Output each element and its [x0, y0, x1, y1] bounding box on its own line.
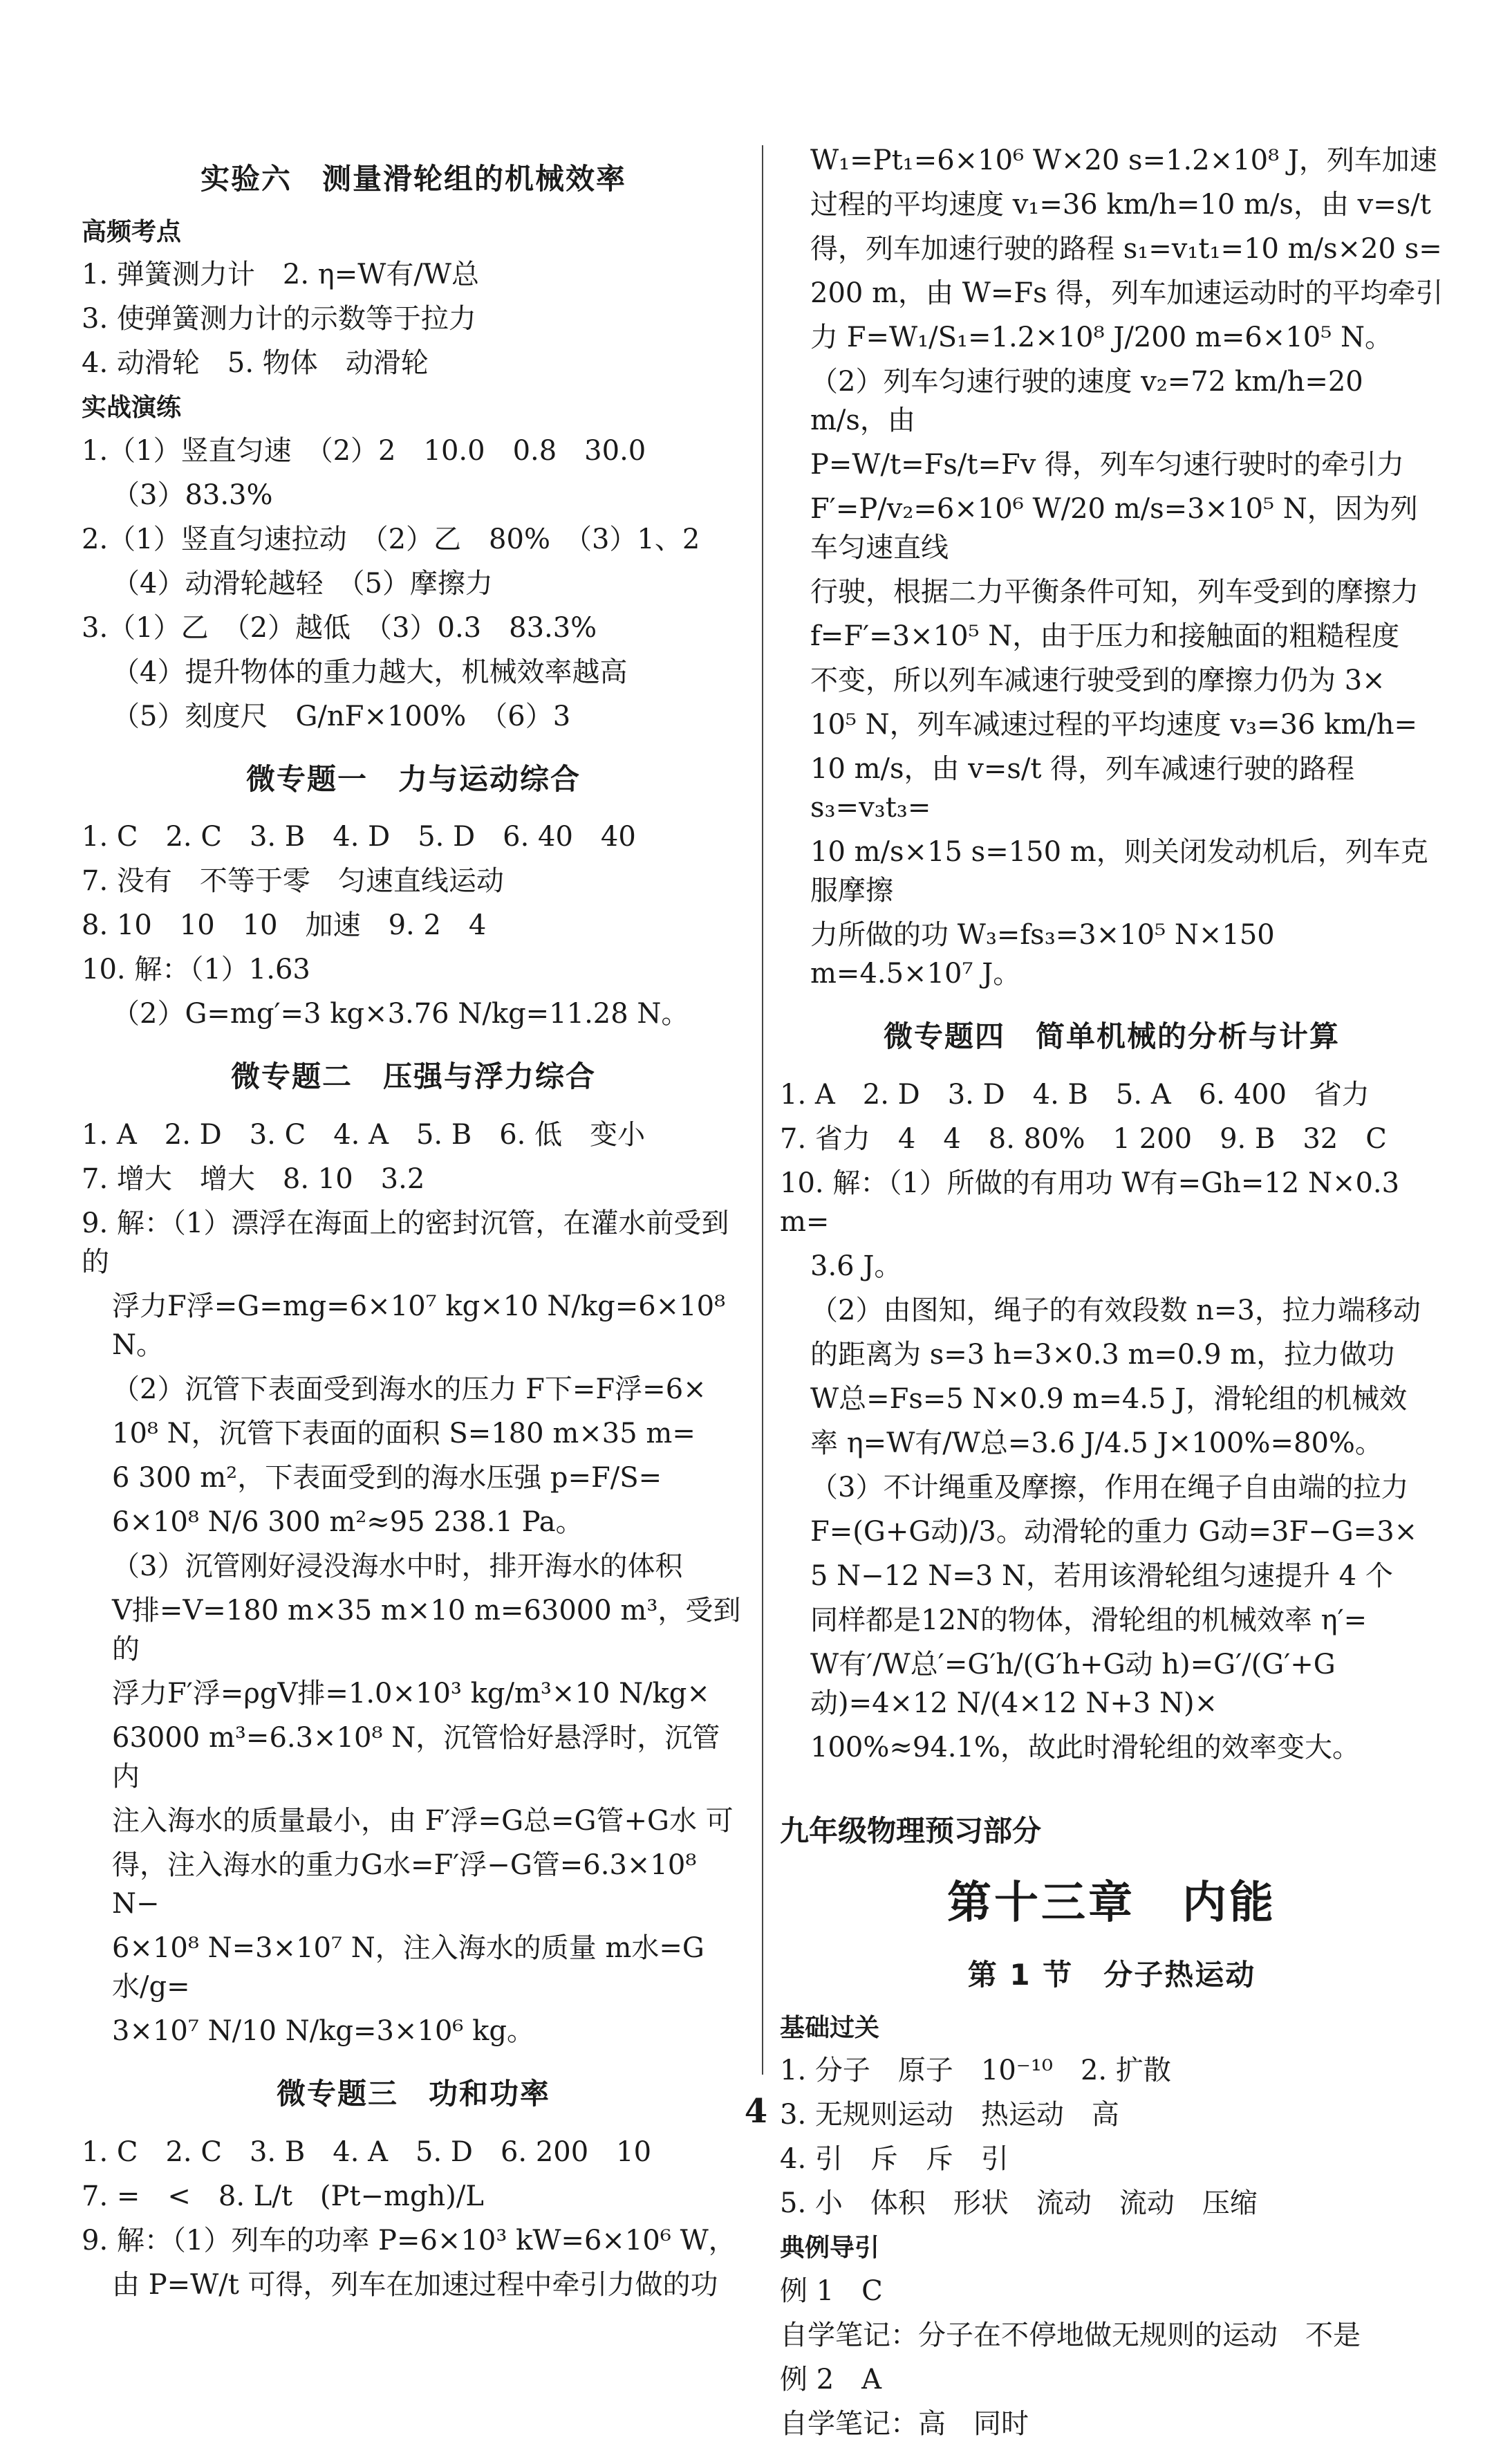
text-line: 同样都是12N的物体，滑轮组的机械效率 η′=: [810, 1604, 1368, 1636]
text-line: 得，注入海水的重力G水=F′浮−G管=6.3×10⁸ N−: [112, 1849, 706, 1920]
text-line: 率 η=W有/W总=3.6 J/4.5 J×100%=80%。: [810, 1427, 1383, 1459]
text-line: 7. 没有 不等于零 匀速直线运动: [82, 865, 504, 898]
text-line: 3. 无规则运动 热运动 高: [780, 2099, 1119, 2131]
sz-label: 实战演练: [82, 393, 182, 423]
text-line: 7. = < 8. L/t (Pt−mgh)/L: [82, 2180, 484, 2212]
text-line: 1.（1）竖直匀速 （2）2 10.0 0.8 30.0: [82, 434, 646, 467]
text-line: f=F′=3×10⁵ N，由于压力和接触面的粗糙程度: [810, 620, 1400, 652]
dl-lines: [780, 2269, 1444, 2446]
t4-lines: [780, 1073, 1444, 1770]
section-title: 第 1 节 分子热运动: [967, 1958, 1256, 1992]
text-line: 自学笔记：分子在不停地做无规则的运动 不是: [780, 2319, 1361, 2351]
text-line: 6 300 m²，下表面受到的海水压强 p=F/S=: [112, 1462, 662, 1494]
text-line: 4. 引 斥 斥 引: [780, 2143, 1009, 2176]
text-line: （4）动滑轮越轻 （5）摩擦力: [112, 567, 493, 600]
text-line: 100%≈94.1%，故此时滑轮组的效率变大。: [810, 1731, 1360, 1763]
text-line: （4）提升物体的重力越大，机械效率越高: [112, 656, 628, 688]
text-line: 10. 解：（1）所做的有用功 W有=Gh=12 N×0.3 m=: [780, 1167, 1408, 1238]
text-line: 7. 增大 增大 8. 10 3.2: [82, 1163, 425, 1196]
text-line: 1. C 2. C 3. B 4. A 5. D 6. 200 10: [82, 2135, 652, 2168]
text-line: 的距离为 s=3 h=3×0.3 m=0.9 m，拉力做功: [810, 1338, 1395, 1371]
text-line: 力 F=W₁/S₁=1.2×10⁸ J/200 m=6×10⁵ N。: [810, 322, 1392, 353]
part-title: 九年级物理预习部分: [780, 1813, 1042, 1848]
text-line: 10 m/s，由 v=s/t 得，列车减速行驶的路程 s₃=v₃t₃=: [810, 753, 1363, 824]
t1-lines: [82, 815, 745, 1036]
text-line: （2）沉管下表面受到海水的压力 F下=F浮=6×: [112, 1373, 707, 1406]
topic2-title: 微专题二 压强与浮力综合: [230, 1059, 596, 1094]
text-line: 1. C 2. C 3. B 4. D 5. D 6. 40 40: [82, 821, 636, 853]
text-line: F=(G+G动)/3。动滑轮的重力 G动=3F−G=3×: [810, 1515, 1418, 1548]
text-line: P=W/t=Fs/t=Fv 得，列车匀速行驶时的牵引力: [810, 449, 1405, 481]
topic4-title: 微专题四 简单机械的分析与计算: [883, 1019, 1340, 1053]
text-line: 例 1 C: [780, 2274, 883, 2307]
text-line: V排=V=180 m×35 m×10 m=63000 m³，受到的: [112, 1595, 741, 1666]
t2-lines: [82, 1113, 745, 2053]
text-line: W₁=Pt₁=6×10⁶ W×20 s=1.2×10⁸ J，列车加速: [810, 145, 1437, 176]
text-line: 200 m，由 W=Fs 得，列车加速运动时的平均牵引: [810, 277, 1444, 309]
jc-lines: [780, 2048, 1444, 2225]
text-line: 3.（1）乙 （2）越低 （3）0.3 83.3%: [82, 611, 597, 644]
text-line: 3.6 J。: [810, 1250, 902, 1282]
text-line: 1. A 2. D 3. C 4. A 5. B 6. 低 变小: [82, 1119, 646, 1151]
gp-label: 高频考点: [82, 217, 182, 246]
left-column: [82, 138, 745, 2307]
text-line: （5）刻度尺 G/nF×100% （6）3: [112, 700, 571, 732]
dl-label: 典例导引: [780, 2234, 880, 2263]
text-line: W有′/W总′=G′h/(G′h+G动 h)=G′/(G′+G动)=4×12 N/(4×12 N+3 N)×: [810, 1648, 1336, 1719]
text-line: （2）由图知，绳子的有效段数 n=3，拉力端移动: [810, 1294, 1421, 1326]
topic3-title: 微专题三 功和功率: [276, 2077, 550, 2111]
exp6-title: 实验六 测量滑轮组的机械效率: [200, 162, 626, 196]
text-line: F′=P/v₂=6×10⁶ W/20 m/s=3×10⁵ N，因为列车匀速直线: [810, 493, 1418, 564]
text-line: 得，列车加速行驶的路程 s₁=v₁t₁=10 m/s×20 s=: [810, 233, 1442, 265]
text-line: 浮力F浮=G=mg=6×10⁷ kg×10 N/kg=6×10⁸ N。: [112, 1290, 734, 1362]
gp-lines: [82, 252, 745, 385]
text-line: 浮力F′浮=ρgV排=1.0×10³ kg/m³×10 N/kg×: [112, 1678, 710, 1710]
text-line: （3）不计绳重及摩擦，作用在绳子自由端的拉力: [810, 1471, 1409, 1503]
text-line: 3. 使弹簧测力计的示数等于拉力: [82, 303, 476, 335]
text-line: 63000 m³=6.3×10⁸ N，沉管恰好悬浮时，沉管内: [112, 1722, 720, 1793]
text-line: 不变，所以列车减速行驶受到的摩擦力仍为 3×: [810, 665, 1385, 696]
text-line: 9. 解：（1）漂浮在海面上的密封沉管，在灌水前受到的: [82, 1207, 729, 1279]
topic1-title: 微专题一 力与运动综合: [245, 761, 581, 796]
text-line: （2）G=mg′=3 kg×3.76 N/kg=11.28 N。: [112, 998, 689, 1030]
text-line: 行驶，根据二力平衡条件可知，列车受到的摩擦力: [810, 576, 1419, 608]
text-line: 1. A 2. D 3. D 4. B 5. A 6. 400 省力: [780, 1078, 1370, 1111]
text-line: 10. 解：（1）1.63: [82, 954, 310, 986]
text-line: 注入海水的质量最小，由 F′浮=G总=G管+G水 可: [112, 1805, 734, 1837]
text-line: 7. 省力 4 4 8. 80% 1 200 9. B 32 C: [780, 1122, 1387, 1155]
text-line: 1. 分子 原子 10⁻¹⁰ 2. 扩散: [780, 2055, 1171, 2087]
text-line: 3×10⁷ N/10 N/kg=3×10⁶ kg。: [112, 2015, 534, 2048]
text-line: 自学笔记：高 同时: [780, 2407, 1029, 2440]
text-line: 4. 动滑轮 5. 物体 动滑轮: [82, 347, 429, 380]
text-line: 8. 10 10 10 加速 9. 2 4: [82, 909, 487, 942]
text-line: 1. 弹簧测力计 2. η=W有/W总: [82, 259, 479, 291]
text-line: 10 m/s×15 s=150 m，则关闭发动机后，列车克服摩擦: [810, 836, 1428, 907]
text-line: （3）83.3%: [112, 479, 273, 511]
text-line: （2）列车匀速行驶的速度 v₂=72 km/h=20 m/s，由: [810, 366, 1372, 436]
text-line: （3）沉管刚好浸没海水中时，排开海水的体积: [112, 1550, 683, 1583]
text-line: W总=Fs=5 N×0.9 m=4.5 J，滑轮组的机械效: [810, 1382, 1408, 1415]
t3-lines: [82, 2130, 745, 2307]
text-line: 例 2 A: [780, 2363, 882, 2396]
column-divider: [762, 145, 763, 2075]
text-line: 9. 解：（1）列车的功率 P=6×10³ kW=6×10⁶ W，: [82, 2224, 736, 2257]
page-number: 4: [744, 2092, 768, 2131]
text-line: 5 N−12 N=3 N，若用该滑轮组匀速提升 4 个: [810, 1559, 1393, 1592]
text-line: 10⁵ N，列车减速过程的平均速度 v₃=36 km/h=: [810, 709, 1418, 741]
text-line: 过程的平均速度 v₁=36 km/h=10 m/s，由 v=s/t: [810, 189, 1431, 221]
text-line: 5. 小 体积 形状 流动 流动 压缩: [780, 2187, 1258, 2220]
text-line: 6×10⁸ N=3×10⁷ N，注入海水的质量 m水=G水/g=: [112, 1932, 704, 2003]
text-line: 力所做的功 W₃=fs₃=3×10⁵ N×150 m=4.5×10⁷ J。: [810, 919, 1284, 990]
sz-lines: [82, 429, 745, 739]
chapter-title: 第十三章 内能: [947, 1877, 1276, 1929]
cont-lines: [780, 138, 1444, 996]
text-line: 由 P=W/t 可得，列车在加速过程中牵引力做的功: [112, 2268, 718, 2301]
text-line: 10⁸ N，沉管下表面的面积 S=180 m×35 m=: [112, 1418, 696, 1450]
text-line: 2.（1）竖直匀速拉动 （2）乙 80% （3）1、2: [82, 523, 700, 555]
text-line: 6×10⁸ N/6 300 m²≈95 238.1 Pa。: [112, 1506, 584, 1539]
jc-label: 基础过关: [780, 2013, 880, 2042]
